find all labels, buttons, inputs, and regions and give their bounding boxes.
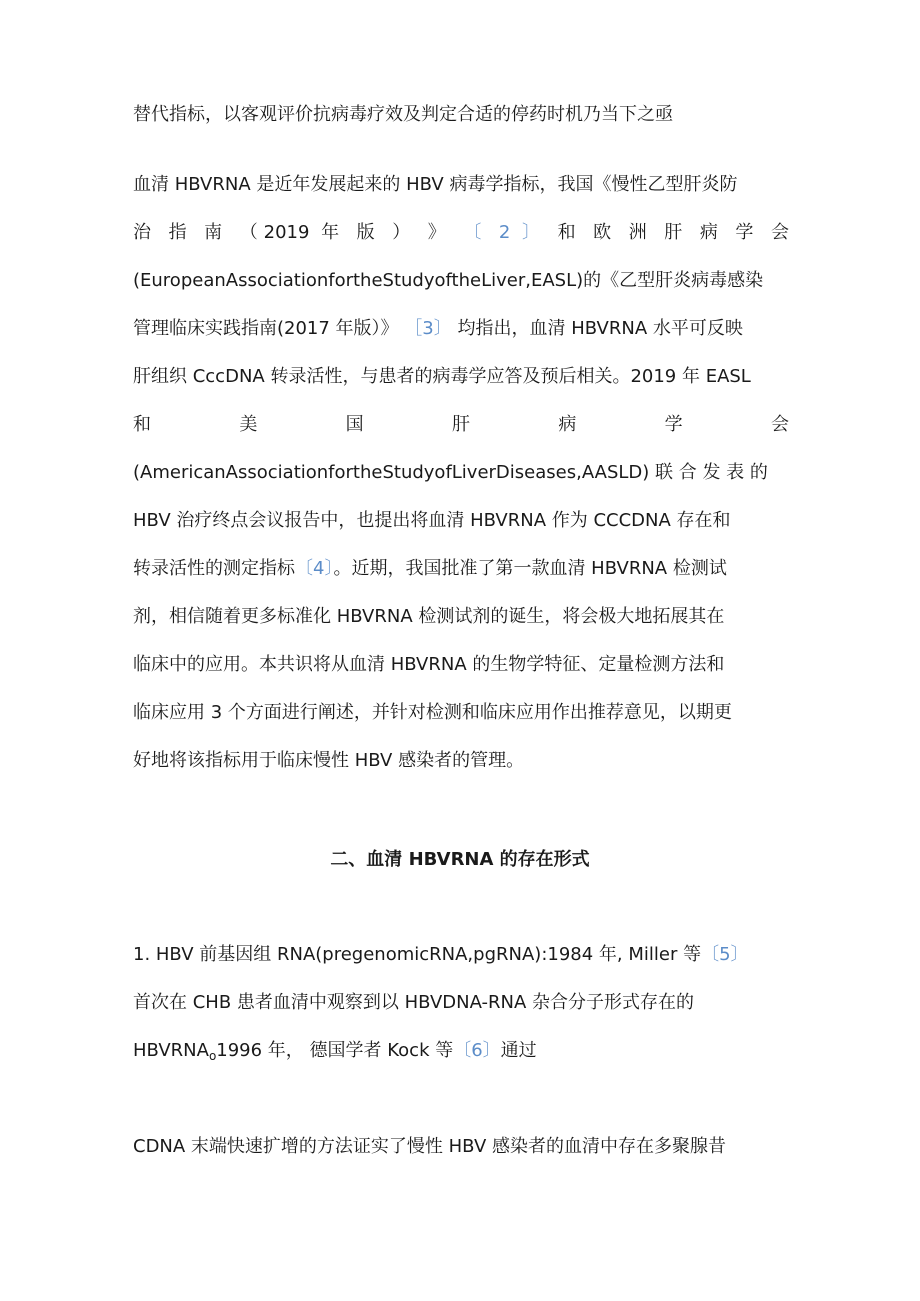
text-run: 均指出，血清 HBVRNA 水平可反映 — [457, 318, 743, 339]
paragraph-main-line-10: 剂，相信随着更多标准化 HBVRNA 检测试剂的诞生，将会极大地拓展其在 — [133, 606, 725, 627]
text-run: o — [208, 1049, 217, 1063]
paragraph-main-line-11: 临床中的应用。本共识将从血清 HBVRNA 的生物学特征、定量检测方法和 — [133, 654, 725, 675]
paragraph-main-line-6: 和 美 国 肝 病 学 会 — [133, 414, 789, 435]
paragraph-main-line-3: (EuropeanAssociationfortheStudyoftheLiver,EASL)的《乙型肝炎病毒感染 — [133, 270, 764, 291]
citation-2: 〔 2 〕 — [463, 222, 546, 243]
text-run: 治 指 南 （2019 年 版 ） 》 — [133, 222, 452, 243]
paragraph-main-line-5: 肝组织 CccDNA 转录活性，与患者的病毒学应答及预后相关。2019 年 EASL — [133, 366, 751, 387]
text-run: 管理临床实践指南(2017 年版）》 — [133, 318, 399, 339]
paragraph-main-line-8: HBV 治疗终点会议报告中，也提出将血清 HBVRNA 作为 CCCDNA 存在和 — [133, 510, 731, 531]
paragraph-main-line-4 — [133, 315, 789, 343]
text-run: 转录活性的测定指标 — [133, 558, 295, 579]
text-run: 和 欧 洲 肝 病 学 会 — [557, 222, 789, 243]
section-heading: 二、血清 HBVRNA 的存在形式 — [330, 849, 590, 870]
item1-line-2: 首次在 CHB 患者血清中观察到以 HBVDNA-RNA 杂合分子形式存在的 — [133, 992, 695, 1013]
citation-3: ［3〕 — [404, 318, 452, 339]
citation-6: 〔6〕 — [453, 1040, 501, 1061]
text-run: 1. HBV 前基因组 RNA(pregenomicRNA,pgRNA):1984 年, Miller 等 — [133, 944, 702, 965]
paragraph-main-line-9 — [133, 555, 789, 583]
paragraph-main-line-12: 临床应用 3 个方面进行阐述，并针对检测和临床应用作出推荐意见，以期更 — [133, 702, 732, 723]
text-run: 1996 年， 德国学者 Kock 等 — [216, 1040, 454, 1061]
paragraph-main-line-1: 血清 HBVRNA 是近年发展起来的 HBV 病毒学指标，我国《慢性乙型肝炎防 — [133, 174, 738, 195]
citation-4: 〔4〕 — [295, 558, 334, 579]
citation-5: 〔5〕 — [701, 944, 749, 965]
paragraph-main-line-7: (AmericanAssociationfortheStudyofLiverDiseases,AASLD) 联 合 发 表 的 — [133, 462, 768, 483]
paragraph-cdna: CDNA 末端快速扩增的方法证实了慢性 HBV 感染者的血清中存在多聚腺昔 — [133, 1136, 727, 1157]
item1-line-3 — [133, 1037, 789, 1065]
paragraph-main-line-2 — [133, 219, 789, 247]
text-run: 通过 — [500, 1040, 537, 1061]
text-run: HBVRNA — [133, 1040, 209, 1061]
paragraph-main-line-13: 好地将该指标用于临床慢性 HBV 感染者的管理。 — [133, 750, 525, 771]
paragraph-intro-tail: 替代指标，以客观评价抗病毒疗效及判定合适的停药时机乃当下之亟 — [133, 104, 673, 125]
text-run: 。近期，我国批准了第一款血清 HBVRNA 检测试 — [333, 558, 727, 579]
item1-line-1 — [133, 941, 789, 969]
